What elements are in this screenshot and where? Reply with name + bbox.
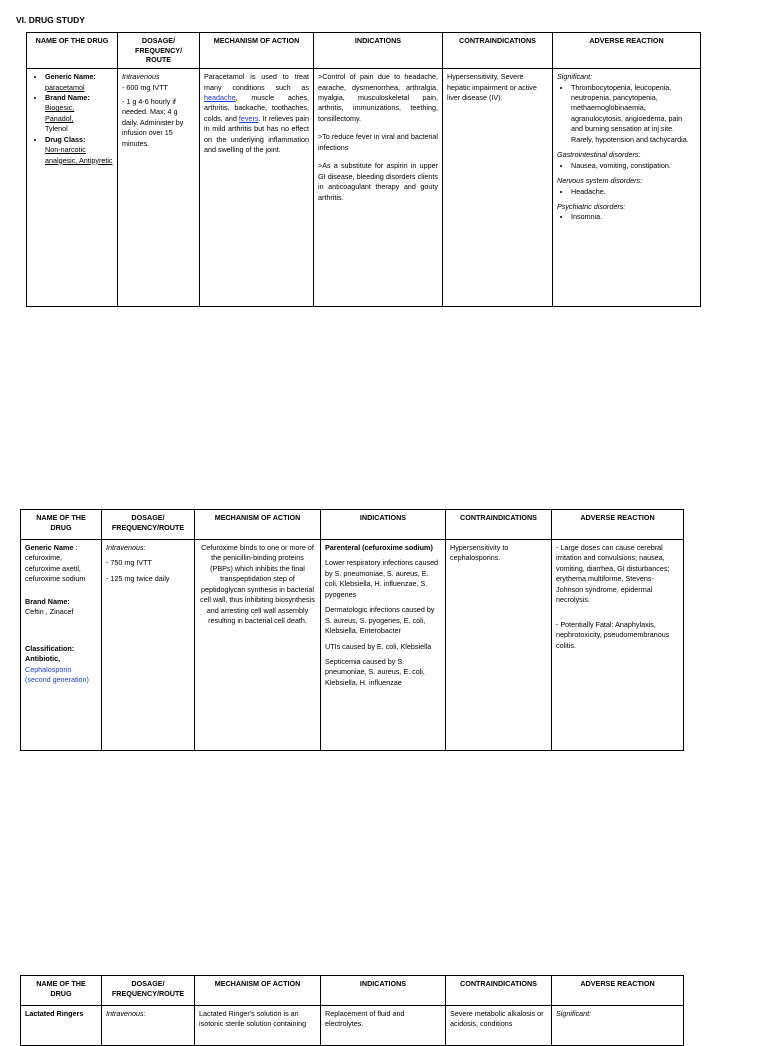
header-contraindications: CONTRAINDICATIONS: [446, 510, 552, 540]
indications-cell: [314, 69, 443, 307]
indications-cell: [321, 540, 446, 751]
classification-label: Classification: Antibiotic,: [25, 643, 75, 664]
adverse-item: - Large doses can cause cerebral irritation and convulsions; nausea, vomiting, diarrhea, GI disturbances; erythema multiforme, Stevens-Johnson syndrome, epidermal necrolysis.: [556, 543, 670, 605]
dose-line: - 125 mg twice daily: [106, 573, 170, 583]
header-contraindications: CONTRAINDICATIONS: [446, 976, 552, 1006]
adverse-category: Significant:: [557, 72, 593, 82]
contraindication-text: Hypersensitivity to cephalosporins.: [450, 543, 509, 563]
dose-line: - 1 g 4-6 hourly if needed. Max: 4 g daily. Administer by infusion over 15 minutes.: [122, 97, 184, 148]
generic-name-label: • Generic Name:: [45, 72, 113, 82]
drug-class-label: • Drug Class:: [45, 135, 113, 145]
adverse-item: • Nausea, vomiting, constipation.: [571, 161, 696, 171]
drug-name-cell: Lactated Ringers: [21, 1006, 102, 1046]
indication: >Control of pain due to headache, earache, dysmenorrhea, arthralgia, myalgia, musculoskeletal pain, arthritis, immunizations, teething, tonsillectomy.: [318, 72, 438, 123]
mechanism-cell: Lactated Ringer's solution is an isotonic sterile solution containing: [195, 1006, 321, 1046]
adverse-item: • Insomnia.: [571, 212, 696, 222]
section-heading: VI. DRUG STUDY: [16, 15, 85, 25]
generic-name-value: paracetamol: [45, 82, 85, 92]
indication: >As a substitute for aspirin in upper GI disease, bleeding disorders clients in anticoagulant therapy and gouty arthritis.: [318, 161, 438, 202]
drug-class-value: Non-narcotic analgesic, Antipyretic: [45, 145, 113, 165]
adverse-cell: [552, 540, 684, 751]
header-mechanism: MECHANISM OF ACTION: [200, 33, 314, 69]
route: Intravenous: [122, 72, 160, 82]
indication: Dermatologic infections caused by S. aureus, S. pyogenes, E. coli, Klebsiella, Enterobacter: [325, 605, 435, 636]
header-dosage: DOSAGE/ FREQUENCY/ROUTE: [102, 976, 195, 1006]
indication-heading: Parenteral (cefuroxime sodium): [325, 543, 433, 552]
brand-name-label: • Brand Name:: [45, 93, 113, 103]
header-name: NAME OF THE DRUG: [27, 33, 118, 69]
mechanism-cell: [200, 69, 314, 307]
contraindications-cell: [446, 540, 552, 751]
drug-table-paracetamol: [26, 32, 701, 307]
header-name: NAME OF THE DRUG: [21, 510, 102, 540]
drug-table-lactated-ringers: [20, 975, 684, 1046]
indication: Septicemia caused by S. pneumoniae, S. aureus, E. coli, Klebsiella, H. influenzae: [325, 656, 425, 687]
adverse-cell: [553, 69, 701, 307]
header-dosage: DOSAGE/ FREQUENCY/ROUTE: [102, 510, 195, 540]
mechanism-text: . It relieves pain in mild arthritis but has no effect on the underlying inflammation and swelling of the joint.: [204, 113, 309, 155]
fevers-link[interactable]: fevers: [238, 113, 259, 123]
header-indications: INDICATIONS: [321, 510, 446, 540]
dosage-cell: [102, 540, 195, 751]
adverse-item: - Potentially Fatal: Anaphylaxis, nephrotoxicity, pseudomembranous colitis.: [556, 619, 670, 650]
classification-value: Cephalosporin (second generation): [25, 664, 89, 684]
header-name: NAME OF THE DRUG: [21, 976, 102, 1006]
drug-table-cefuroxime: [20, 509, 684, 751]
contraindications-cell: [443, 69, 553, 307]
adverse-cell: Significant:: [552, 1006, 684, 1046]
brand-name-value: Biogesic,: [45, 103, 75, 113]
header-adverse: ADVERSE REACTION: [552, 976, 684, 1006]
adverse-category: Psychiatric disorders:: [557, 201, 626, 211]
contraindication-text: Hypersensitivity, Severe hepatic impairment or active liver disease (IV).: [447, 72, 537, 103]
adverse-category: Nervous system disorders:: [557, 176, 643, 186]
indication: UTIs caused by E. coli, Klebsiella: [325, 641, 432, 651]
route: Intravenous:: [102, 1006, 195, 1046]
adverse-item: • Headache.: [571, 187, 696, 197]
mechanism-text: , muscle aches, arthritis, backache, toothaches, colds, and: [204, 93, 309, 123]
indication: >To reduce fever in viral and bacterial infections: [318, 132, 438, 152]
drug-name-cell: [21, 540, 102, 751]
header-mechanism: MECHANISM OF ACTION: [195, 510, 321, 540]
drug-name-cell: [27, 69, 118, 307]
brand-name-value: Panadol,: [45, 113, 74, 123]
header-adverse: ADVERSE REACTION: [552, 510, 684, 540]
generic-name-label: Generic Name: [25, 543, 74, 552]
mechanism-text: Paracetamol is used to treat many conditions such as: [204, 72, 309, 92]
adverse-category: Gastrointestinal disorders:: [557, 150, 641, 160]
dose-line: - 750 mg IVTT: [106, 558, 152, 568]
headache-link[interactable]: headache: [204, 93, 236, 103]
contraindications-cell: Severe metabolic alkalosis or acidosis, conditions: [446, 1006, 552, 1046]
header-dosage: DOSAGE/ FREQUENCY/ ROUTE: [118, 33, 200, 69]
dose-line: - 600 mg IVTT: [122, 82, 168, 92]
header-contraindications: CONTRAINDICATIONS: [443, 33, 553, 69]
header-indications: INDICATIONS: [314, 33, 443, 69]
header-adverse: ADVERSE REACTION: [553, 33, 701, 69]
brand-name-label: Brand Name:: [25, 596, 70, 606]
mechanism-text: Cefuroxime binds to one or more of the penicillin-binding proteins (PBPs) which inhibits the final transpeptidation step of peptidoglycan synthesis in bacterial cell wall, thus inhibiting biosynthesis and arresting cell wall assembly resulting in bacterial cell death.: [200, 543, 315, 626]
generic-name-value: : cefuroxime, cefuroxime axetil, cefuroxime sodium: [25, 543, 86, 584]
indication: Lower respiratory infections caused by S. pneumoniae, S. aureus, E. coli, Klebsiella, H. influenzae, S. pyogenes: [325, 558, 439, 599]
brand-name-value: Tylenol: [45, 124, 68, 134]
brand-name-value: Ceftin , Zinacef: [25, 607, 74, 617]
adverse-item: • Thrombocytopenia, leucopenia, neutropenia, pancytopenia, methaemoglobinaemia, agranulocytosis, angioedema, pain and burning sensation at inj site. Rarely, hypotension and tachycardia.: [571, 83, 696, 146]
header-indications: INDICATIONS: [321, 976, 446, 1006]
indications-cell: Replacement of fluid and electrolytes.: [321, 1006, 446, 1046]
header-mechanism: MECHANISM OF ACTION: [195, 976, 321, 1006]
route: Intravenous:: [106, 543, 146, 552]
mechanism-cell: [195, 540, 321, 751]
dosage-cell: [118, 69, 200, 307]
